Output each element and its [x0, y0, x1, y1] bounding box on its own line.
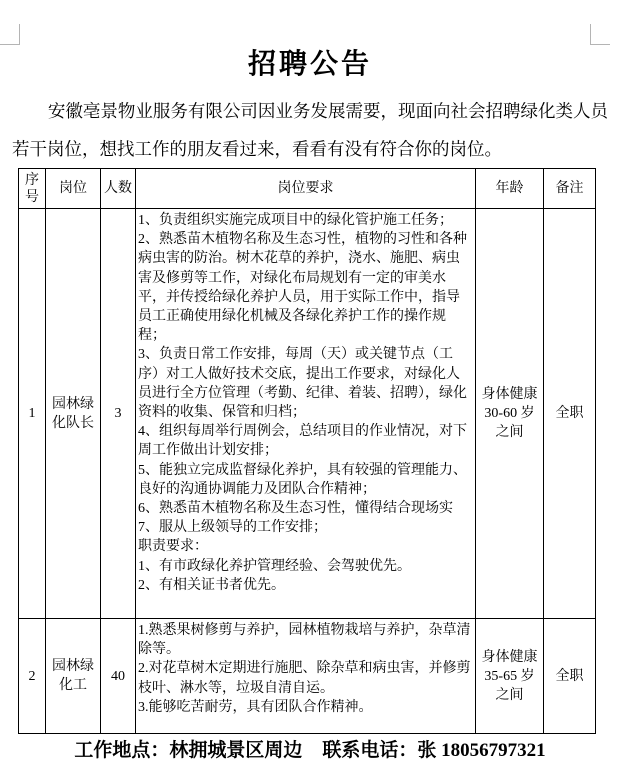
- header-position: 岗位: [46, 169, 101, 209]
- table-row: [19, 619, 596, 734]
- footer-contact-line: [0, 735, 620, 762]
- job-positions-table: [18, 168, 596, 734]
- cell-note: 全职: [544, 619, 596, 734]
- work-location: 工作地点：林拥城景区周边: [74, 740, 303, 761]
- cell-requirements: 1、负责组织实施完成项目中的绿化管护施工任务； 2、熟悉苗木植物名称及生态习性，植物的习性和各种病虫害的防治。树木花草的养护，浇水、施肥、病虫害及修剪等工作，对绿化布局规划有一定的审美水平，并传授给绿化养护人员，用于实际工作中，指导员工正确使用绿化机械及各绿化养护工作的操作规程； 3、负责日常工作安排，每周（天）或关键节点（工序）对工人做好技术交底，提出工作要求，对绿化人员进行全方位管理（考勤、纪律、着装、招聘），绿化资料的收集、保管和归档； 4、组织每周举行周例会，总结项目的作业情况，对下周工作做出计划安排； 5、能独立完成监督绿化养护，具有较强的管理能力、良好的沟通协调能力及团队合作精神； 6、熟悉苗木植物名称及生态习性，懂得结合现场实 7、服从上级领导的工作安排； 职责要求： 1、有市政绿化养护管理经验、会驾驶优先。 2、有相关证书者优先。: [136, 209, 476, 619]
- cell-serial-number: 2: [19, 619, 46, 734]
- header-headcount: 人数: [101, 169, 136, 209]
- header-note: 备注: [544, 169, 596, 209]
- contact-phone: 联系电话：张 18056797321: [322, 740, 546, 761]
- intro-paragraph: 安徽亳景物业服务有限公司因业务发展需要，现面向社会招聘绿化类人员若干岗位，想找工作的朋友看过来，看看有没有符合你的岗位。: [12, 101, 608, 159]
- header-serial-number: 序号: [19, 169, 46, 209]
- cell-headcount: 3: [101, 209, 136, 619]
- cell-age: 身体健康 30-60 岁 之间: [476, 209, 544, 619]
- cell-requirements: 1.熟悉果树修剪与养护，园林植物栽培与养护，杂草清除等。 2.对花草树木定期进行施肥、除杂草和病虫害，并修剪枝叶、淋水等，垃圾自清自运。 3.能够吃苦耐劳，具有团队合作精神。: [136, 619, 476, 734]
- cell-serial-number: 1: [19, 209, 46, 619]
- header-age: 年龄: [476, 169, 544, 209]
- cell-age: 身体健康 35-65 岁 之间: [476, 619, 544, 734]
- table-row: [19, 209, 596, 619]
- page-title: 招聘公告: [247, 47, 372, 80]
- cell-headcount: 40: [101, 619, 136, 734]
- table-header-row: [19, 169, 596, 209]
- cell-position: 园林绿化工: [46, 619, 101, 734]
- cell-note: 全职: [544, 209, 596, 619]
- cell-position: 园林绿化队长: [46, 209, 101, 619]
- header-requirements: 岗位要求: [136, 169, 476, 209]
